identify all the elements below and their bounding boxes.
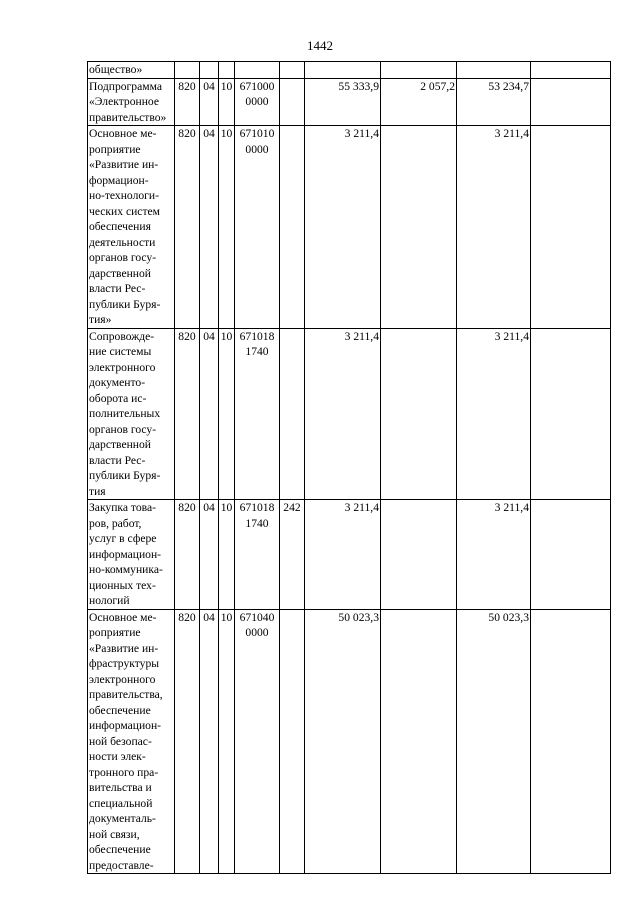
federal-amount-cell	[381, 62, 457, 79]
grbs-code-cell: 820	[175, 500, 200, 610]
item-name-line: информацион-	[89, 547, 162, 561]
item-name-line: власти Рес-	[89, 453, 146, 467]
item-name-line: но-коммуника-	[89, 563, 163, 576]
item-name-cell	[88, 78, 175, 126]
table-row	[88, 78, 611, 126]
item-name-line: ческих систем	[89, 204, 160, 218]
item-name-line: нологий	[89, 594, 130, 607]
item-name-line: полнительных	[89, 407, 161, 420]
item-name-cell	[88, 328, 175, 500]
total-amount-cell: 3 211,4	[305, 126, 381, 329]
item-name-cell	[88, 500, 175, 610]
item-name-line: фраструктуры	[89, 657, 160, 670]
section-code-cell: 04	[200, 500, 219, 610]
section-code-cell	[200, 62, 219, 79]
item-name-line: тия»	[89, 313, 112, 326]
regional-amount-cell: 3 211,4	[457, 126, 531, 329]
target-article-line: 671018	[239, 329, 275, 343]
subsection-code-cell	[219, 62, 235, 79]
regional-amount-cell: 3 211,4	[457, 500, 531, 610]
table-body	[88, 62, 611, 874]
item-name-line: власти Рес-	[89, 282, 146, 295]
expense-type-cell	[280, 609, 305, 874]
target-article-line: 0000	[245, 142, 269, 156]
federal-amount-cell	[381, 609, 457, 874]
budget-table	[87, 61, 611, 874]
subsection-code-cell: 10	[219, 78, 235, 126]
regional-amount-cell: 50 023,3	[457, 609, 531, 874]
target-article-cell	[235, 62, 280, 79]
item-name-line: дарственной	[89, 266, 152, 280]
item-name-line: публики Буря-	[89, 297, 161, 311]
extra-amount-cell	[531, 62, 611, 79]
federal-amount-cell	[381, 500, 457, 610]
item-name-cell	[88, 609, 175, 874]
table-row	[88, 609, 611, 874]
item-name-line: правительство»	[89, 110, 167, 124]
item-name-line: дарственной	[89, 438, 152, 451]
item-name-line: Основное ме-	[89, 610, 157, 624]
target-article-cell	[235, 500, 280, 610]
total-amount-cell	[305, 62, 381, 79]
expense-type-cell	[280, 78, 305, 126]
item-name-line: деятельности	[89, 235, 156, 249]
item-name-line: документаль-	[89, 812, 156, 825]
item-name-line: ности элек-	[89, 750, 146, 763]
item-name-line: органов госу-	[89, 422, 157, 436]
extra-amount-cell	[531, 500, 611, 610]
extra-amount-cell	[531, 126, 611, 329]
section-code-cell: 04	[200, 126, 219, 329]
item-name-line: Закупка това-	[89, 501, 156, 514]
grbs-code-cell: 820	[175, 609, 200, 874]
item-name-line: «Развитие ин-	[89, 641, 159, 655]
item-name-line: органов госу-	[89, 251, 157, 264]
item-name-line: «Электронное	[89, 95, 160, 108]
item-name-line: роприятие	[89, 626, 141, 639]
grbs-code-cell: 820	[175, 78, 200, 126]
grbs-code-cell: 820	[175, 126, 200, 329]
target-article-cell	[235, 328, 280, 500]
item-name-cell	[88, 62, 175, 79]
expense-type-cell	[280, 328, 305, 500]
item-name-line: правительства,	[89, 688, 163, 701]
item-name-line: обеспечение	[89, 703, 151, 717]
target-article-cell	[235, 126, 280, 329]
item-name-line: формацион-	[89, 173, 149, 187]
target-article-line: 0000	[245, 95, 269, 108]
extra-amount-cell	[531, 328, 611, 500]
federal-amount-cell	[381, 328, 457, 500]
grbs-code-cell: 820	[175, 328, 200, 500]
item-name-line: специальной	[89, 796, 153, 810]
section-code-cell: 04	[200, 609, 219, 874]
item-name-line: Подпрограмма	[89, 79, 162, 93]
target-article-line: 671018	[239, 501, 275, 514]
expense-type-cell: 242	[280, 500, 305, 610]
subsection-code-cell: 10	[219, 609, 235, 874]
item-name-line: обеспечение	[89, 843, 151, 856]
item-name-line: обеспечения	[89, 220, 151, 233]
item-name-line: услуг в сфере	[89, 532, 157, 545]
item-name-line: тронного пра-	[89, 765, 159, 779]
target-article-line: 671040	[239, 610, 275, 624]
target-article-line: 1740	[245, 345, 269, 358]
total-amount-cell: 3 211,4	[305, 328, 381, 500]
grbs-code-cell	[175, 62, 200, 79]
target-article-line: 0000	[245, 626, 269, 639]
section-code-cell: 04	[200, 328, 219, 500]
item-name-line: ной связи,	[89, 827, 140, 841]
item-name-line: публики Буря-	[89, 469, 161, 482]
item-name-line: электронного	[89, 360, 156, 374]
target-article-line: 671010	[239, 127, 275, 140]
federal-amount-cell: 2 057,2	[381, 78, 457, 126]
subsection-code-cell: 10	[219, 328, 235, 500]
total-amount-cell: 55 333,9	[305, 78, 381, 126]
total-amount-cell: 3 211,4	[305, 500, 381, 610]
expense-type-cell	[280, 126, 305, 329]
regional-amount-cell: 3 211,4	[457, 328, 531, 500]
item-name-line: Основное ме-	[89, 127, 157, 140]
item-name-line: Сопровожде-	[89, 329, 155, 343]
item-name-line: электронного	[89, 672, 156, 686]
item-name-line: ров, работ,	[89, 516, 142, 530]
federal-amount-cell	[381, 126, 457, 329]
item-name-line: предоставле-	[89, 858, 154, 872]
expense-type-cell	[280, 62, 305, 79]
item-name-line: тия	[89, 484, 106, 498]
section-code-cell: 04	[200, 78, 219, 126]
target-article-line: 671000	[239, 79, 275, 93]
regional-amount-cell	[457, 62, 531, 79]
item-name-line: ной безопас-	[89, 734, 152, 748]
table-row	[88, 126, 611, 329]
table-row	[88, 62, 611, 79]
target-article-cell	[235, 78, 280, 126]
item-name-line: роприятие	[89, 142, 141, 156]
target-article-cell	[235, 609, 280, 874]
item-name-line: «Развитие ин-	[89, 158, 159, 171]
item-name-line: но-технологи-	[89, 189, 159, 202]
item-name-line: оборота ис-	[89, 391, 147, 405]
item-name-cell	[88, 126, 175, 329]
page-number: 1442	[307, 38, 333, 53]
item-name-line: вительства и	[89, 781, 152, 794]
item-name-line: ние системы	[89, 345, 152, 358]
subsection-code-cell: 10	[219, 126, 235, 329]
target-article-line: 1740	[245, 516, 269, 530]
item-name-line: документо-	[89, 376, 146, 389]
extra-amount-cell	[531, 609, 611, 874]
table-row	[88, 500, 611, 610]
extra-amount-cell	[531, 78, 611, 126]
item-name-line: общество»	[89, 63, 143, 76]
total-amount-cell: 50 023,3	[305, 609, 381, 874]
item-name-line: информацион-	[89, 719, 162, 732]
item-name-line: ционных тех-	[89, 578, 156, 592]
regional-amount-cell: 53 234,7	[457, 78, 531, 126]
table-row	[88, 328, 611, 500]
subsection-code-cell: 10	[219, 500, 235, 610]
